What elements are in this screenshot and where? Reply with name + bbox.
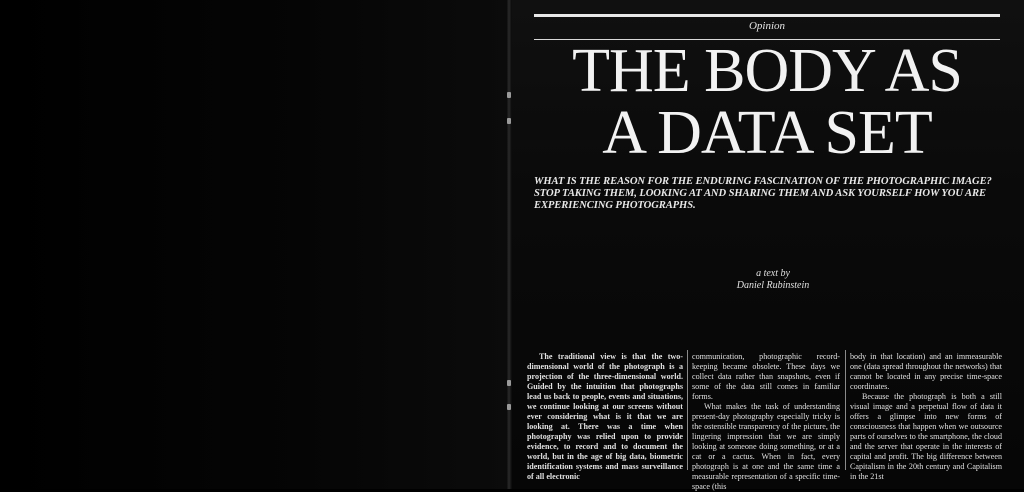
body-paragraph: Because the photograph is both a still visual image and a perpetual flow of data it offers a glimpse into new forms of consciousness that happen when we outsource parts of ourselves to the smartphone, the cloud and the server that operate in the interests of capital and profit. The big difference between Capitalism in the 20th century and Capitalism in the 21st: [850, 392, 1002, 481]
column-divider: [687, 350, 688, 470]
author-name: Daniel Rubinstein: [736, 280, 810, 291]
article-standfirst: WHAT IS THE REASON FOR THE ENDURING FASCINATION OF THE PHOTOGRAPHIC IMAGE? STOP TAKING THEM, LOOKING AT AND SHARING THEM AND ASK YOURSELF HOW YOU ARE EXPERIENCING PHOTOGRAPHS.: [534, 176, 992, 211]
binding-mark: [507, 380, 511, 386]
body-paragraph: What makes the task of understanding present-day photography especially tricky is the ostensible transparency of the picture, the lingering impression that we are simply looking at someone doing something, or at a cat or a cactus. When in fact, every photograph is at one and the same time a measurable representation of a specific time-space (this: [692, 402, 840, 491]
body-paragraph: communication, photographic record-keeping became obsolete. These days we collect data rather than snapshots, even if some of the data still comes in familiar forms.: [692, 352, 840, 401]
body-column-2: [692, 352, 840, 492]
byline-prefix: a text by: [756, 268, 790, 279]
body-column-1: [527, 352, 683, 482]
headline-line-2: A DATA SET: [602, 99, 932, 167]
byline: [660, 268, 886, 292]
left-page: [0, 0, 508, 489]
top-rule: [534, 14, 1000, 17]
column-divider: [845, 350, 846, 470]
binding-mark: [507, 404, 511, 410]
binding-mark: [507, 118, 511, 124]
binding-mark: [507, 92, 511, 98]
article-headline: [530, 37, 1004, 167]
body-column-3: [850, 352, 1002, 482]
headline-line-1: THE BODY AS: [572, 37, 962, 105]
section-label: Opinion: [748, 20, 786, 32]
body-paragraph: The traditional view is that the two-dimensional world of the photograph is a projection of the three-dimensional world. Guided by the intuition that photographs lead us back to people, events and situations, we continue looking at our screens without ever considering what is it that we are looking at. There was a time when photography was relied upon to provide evidence, to record and to document the world, but in the age of big data, biometric identification systems and mass surveillance of all electronic: [527, 352, 683, 481]
body-paragraph: body in that location) and an immeasurable one (data spread throughout the networks) that cannot be located in any precise time-space coordinates.: [850, 352, 1002, 391]
